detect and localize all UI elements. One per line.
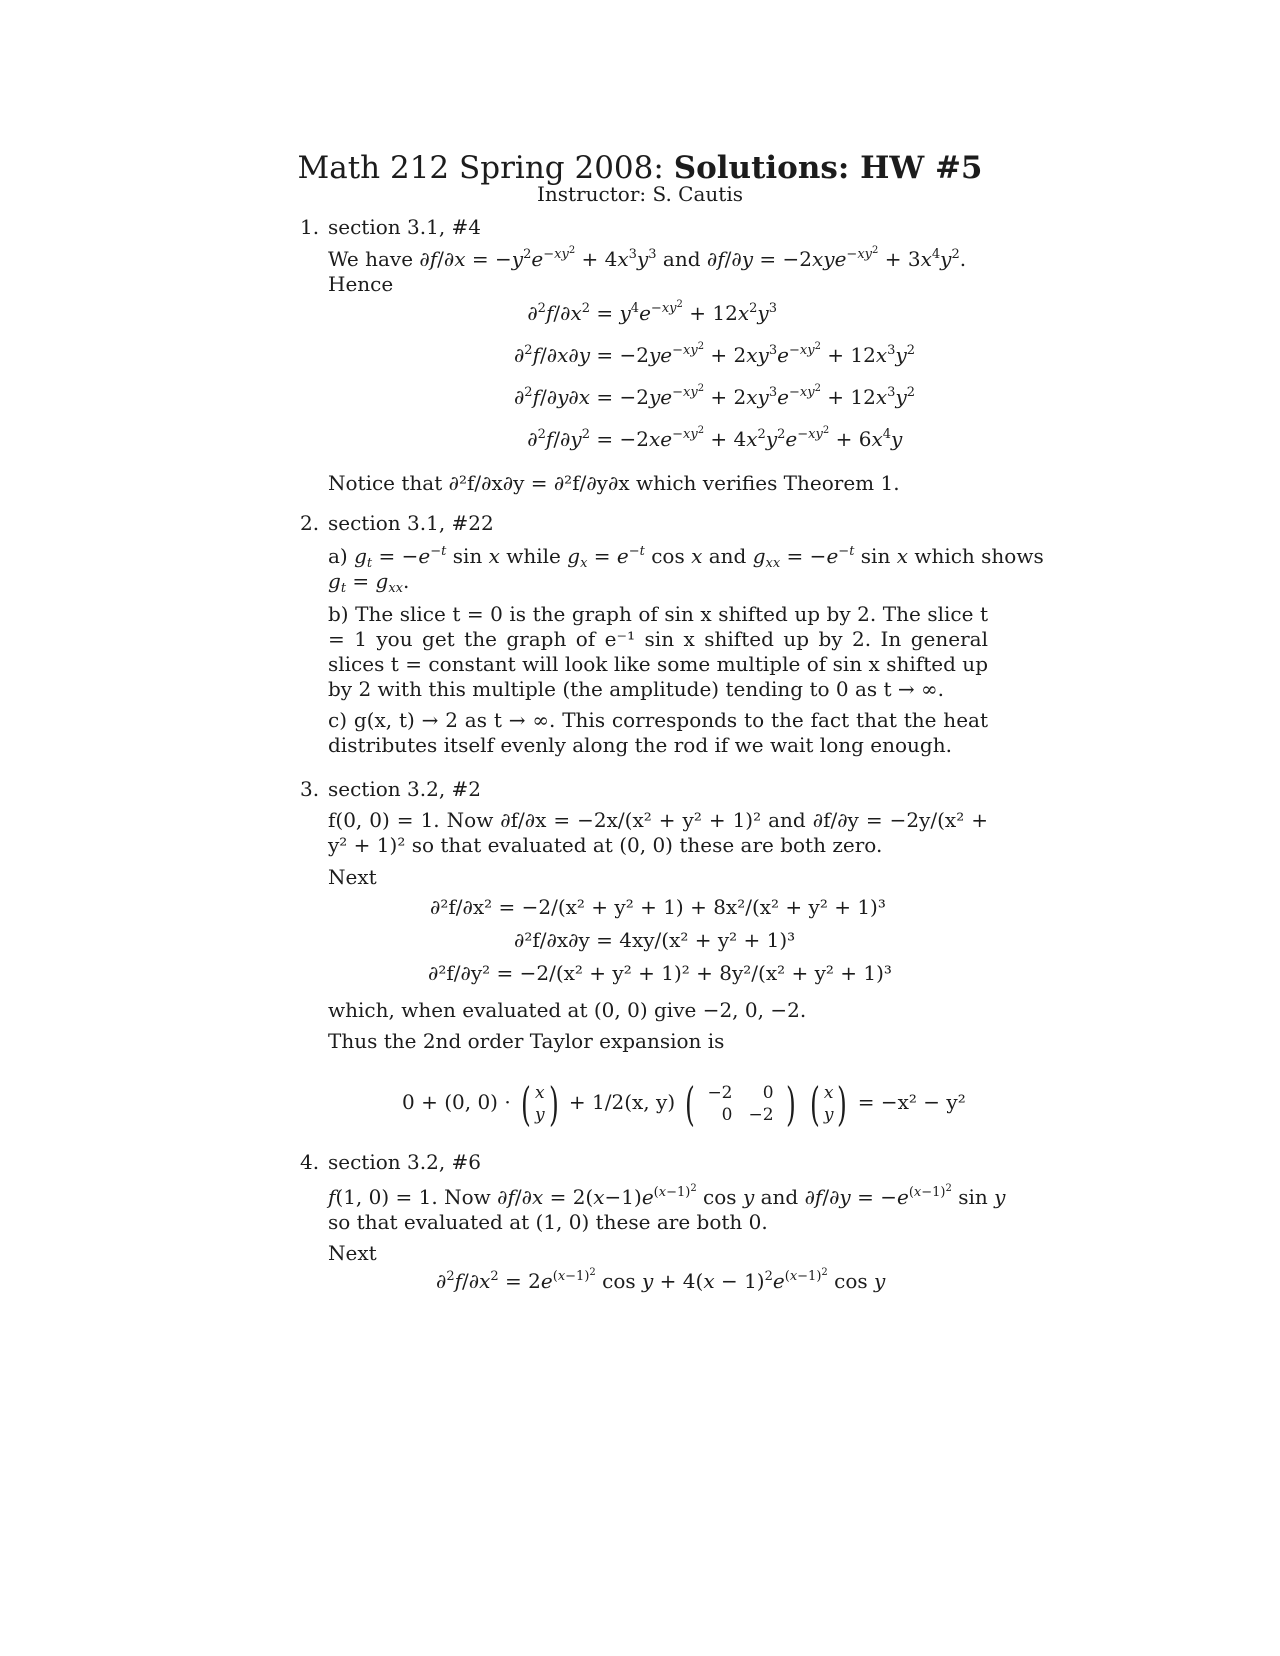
problem-4-next: Next xyxy=(328,1241,377,1265)
problem-number: 4. xyxy=(300,1150,320,1174)
problem-heading-text: section 3.1, #22 xyxy=(328,511,494,535)
problem-3-intro: f(0, 0) = 1. Now ∂f/∂x = −2x/(x² + y² + 1)² and ∂f/∂y = −2y/(x² + y² + 1)² so that evaluated at (0, 0) these are both zero. xyxy=(328,808,988,857)
vector-bottom: y xyxy=(823,1104,834,1125)
matrix-cell: 0 xyxy=(721,1104,733,1125)
problem-number: 2. xyxy=(300,511,320,535)
hessian-matrix xyxy=(699,1082,781,1126)
problem-number: 1. xyxy=(300,215,320,239)
matrix-cell: −2 xyxy=(748,1104,774,1125)
taylor-prefix: 0 + (0, 0) · xyxy=(402,1090,511,1114)
problem-1-heading xyxy=(300,214,481,240)
problem-1-notice: Notice that ∂²f/∂x∂y = ∂²f/∂y∂x which verifies Theorem 1. xyxy=(328,471,900,495)
matrix-cell: 0 xyxy=(762,1082,774,1103)
problem-heading-text: section 3.1, #4 xyxy=(328,215,482,239)
equation-fxy: $\partial^2f/\partial x\partial y = -2ye^{-xy^2} + 2xy^3e^{-xy^2} + 12x^3y^2$ xyxy=(513,341,916,367)
right-paren: ) xyxy=(785,1076,796,1131)
problem-4-intro-cont: so that evaluated at (1, 0) these are both 0. xyxy=(328,1210,768,1234)
equation-fyy: $\partial^2f/\partial y^2 = -2xe^{-xy^2} + 4x^2y^2e^{-xy^2} + 6x^4y$ xyxy=(527,425,903,451)
vector-top: x xyxy=(535,1082,545,1103)
equation-3-fxy: ∂²f/∂x∂y = 4xy/(x² + y² + 1)³ xyxy=(514,928,796,952)
equation-3-fxx: ∂²f/∂x² = −2/(x² + y² + 1) + 8x²/(x² + y² + 1)³ xyxy=(430,895,886,919)
problem-2-part-c: c) g(x, t) → 2 as t → ∞. This corresponds to the fact that the heat distributes itself evenly along the rod if we wait long enough. xyxy=(328,708,988,757)
problem-1-hence: Hence xyxy=(328,272,394,296)
problem-2-heading xyxy=(300,510,494,536)
problem-2-part-b: b) The slice t = 0 is the graph of sin x shifted up by 2. The slice t = 1 you get the graph of e⁻¹ sin x shifted up by 2. In general slices t = constant will look like some multiple of sin x shifted up by 2 with this multiple (the amplitude) tending to 0 as t → ∞. xyxy=(328,602,988,701)
taylor-expansion xyxy=(402,1072,966,1132)
problem-3-evaluated: which, when evaluated at (0, 0) give −2, 0, −2. xyxy=(328,998,807,1022)
vector-bottom: y xyxy=(535,1104,545,1125)
problem-number: 3. xyxy=(300,777,320,801)
problem-3-heading xyxy=(300,776,481,802)
matrix-cell: −2 xyxy=(707,1082,733,1103)
left-paren: ( xyxy=(521,1076,531,1131)
problem-heading-text: section 3.2, #2 xyxy=(328,777,482,801)
title-text: Math 212 Spring 2008: xyxy=(297,150,674,186)
left-paren: ( xyxy=(685,1076,696,1131)
right-paren: ) xyxy=(548,1076,559,1131)
title-bold-text: Solutions: HW #5 xyxy=(673,150,983,186)
problem-2-part-a-cont: $g_t = g_{xx}$. xyxy=(328,569,410,596)
equation-4-fxx: $\partial^2f/\partial x^2 = 2e^{(x-1)^2}$ $\cos y + 4(x - 1)^2e^{(x-1)^2}$ cos y xyxy=(436,1267,886,1293)
vector-top: x xyxy=(823,1082,834,1103)
problem-4-intro: f(1, 0) = 1. Now $\partial f/\partial x = 2(x-1)e^{(x-1)^2}$ cos y and $\partial f/\partial y = -e^{(x-1)^2}$ sin y xyxy=(328,1183,1006,1209)
column-vector xyxy=(824,1082,834,1126)
right-paren: ) xyxy=(837,1076,848,1131)
problem-2-part-a: a) $g_t = -e^{-t}$ sin x while $g_x = e^{-t}$ cos x and $g_{xx} = -e^{-t}$ sin x which shows xyxy=(328,544,1044,571)
taylor-mid: + 1/2(x, y) xyxy=(568,1090,676,1114)
problem-4-heading xyxy=(300,1149,481,1175)
equation-fyx: $\partial^2f/\partial y\partial x = -2ye^{-xy^2} + 2xy^3e^{-xy^2} + 12x^3y^2$ xyxy=(513,383,916,409)
problem-3-next: Next xyxy=(328,865,377,889)
equation-3-fyy: ∂²f/∂y² = −2/(x² + y² + 1)² + 8y²/(x² + y² + 1)³ xyxy=(428,961,892,985)
left-paren: ( xyxy=(809,1076,820,1131)
equation-fxx: $\partial^2f/\partial x^2 = y^4e^{-xy^2} + 12x^2y^3$ xyxy=(527,299,777,325)
column-vector xyxy=(535,1082,545,1126)
instructor-line: Instructor: S. Cautis xyxy=(537,182,743,206)
taylor-result: = −x² − y² xyxy=(857,1090,966,1114)
problem-heading-text: section 3.2, #6 xyxy=(328,1150,482,1174)
problem-3-thus: Thus the 2nd order Taylor expansion is xyxy=(328,1029,725,1053)
problem-1-intro: We have $\partial f/\partial x = -y^2e^{-xy^2} + 4x^3y^3$ and $\partial f/\partial y = -2xye^{-xy^2} + 3x^4y^2$. xyxy=(328,245,967,271)
